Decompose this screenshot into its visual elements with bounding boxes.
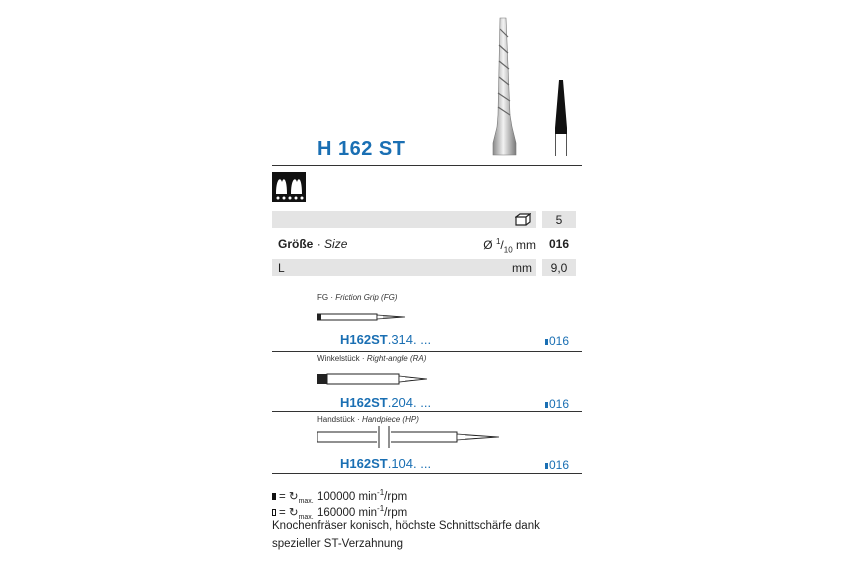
variant-type-label: Winkelstück · Right-angle (RA)	[317, 354, 427, 363]
ra-shank-mini-icon	[272, 509, 276, 516]
rotation-icon: ↻	[288, 490, 299, 503]
rotation-icon: ↻	[288, 506, 299, 519]
speed-line: = $↻_{max.}$ 160000 $\min^{-1}$/rpm	[272, 501, 407, 526]
package-icon	[515, 213, 531, 226]
pack-row	[272, 211, 536, 228]
variant-code: H162ST.104. ...	[340, 456, 432, 471]
description-line: spezieller ST-Verzahnung	[272, 538, 404, 550]
variant-type-label: FG · Friction Grip (FG)	[317, 293, 398, 302]
bone-indication-icon	[272, 172, 306, 202]
fg-shank-icon	[317, 312, 407, 322]
length-value: 9,0	[550, 261, 568, 275]
bur-silhouette	[550, 78, 572, 158]
variant-size: 016	[545, 397, 569, 411]
variant-size: 016	[545, 334, 569, 348]
variant-code: H162ST.314. ...	[340, 332, 432, 347]
speed-line: = $↻_{max.}$ 100000 $\min^{-1}$/rpm	[272, 485, 407, 510]
length-row	[272, 259, 536, 276]
size-label: Größe · Size	[278, 237, 348, 251]
ra-shank-icon	[317, 372, 429, 386]
bur-photo	[486, 15, 526, 157]
pack-value: 5	[555, 213, 563, 227]
variant-type-label: Handstück · Handpiece (HP)	[317, 415, 419, 424]
description-line: Knochenfräser konisch, höchste Schnittschärfe dank	[272, 520, 540, 532]
fg-shank-mini-icon	[272, 493, 276, 500]
hp-shank-icon	[317, 426, 503, 448]
size-unit: Ø $^1/_{10}$ mm	[483, 237, 536, 255]
title-rule	[272, 165, 582, 166]
size-value: 016	[548, 237, 570, 251]
variant-code: H162ST.204. ...	[340, 395, 432, 410]
product-title: H 162 ST	[317, 138, 406, 160]
length-label: L	[278, 261, 285, 275]
variant-size: 016	[545, 458, 569, 472]
length-unit: mm	[512, 261, 532, 275]
